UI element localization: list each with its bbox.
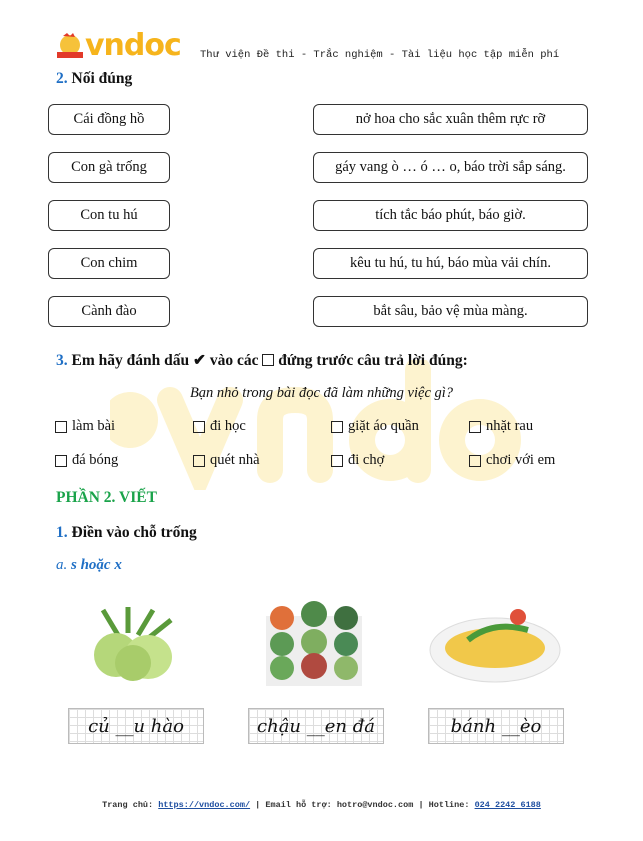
checkbox-icon[interactable] (331, 421, 343, 433)
checkbox-icon[interactable] (193, 455, 205, 467)
option-checkbox[interactable]: làm bài (55, 418, 115, 435)
match-left-item[interactable]: Con chim (48, 248, 170, 279)
kohlrabi-image (88, 605, 178, 685)
match-right-item[interactable]: gáy vang ò … ó … o, báo trời sắp sáng. (313, 152, 588, 183)
match-right-item[interactable]: tích tắc báo phút, báo giờ. (313, 200, 588, 231)
option-checkbox[interactable]: đá bóng (55, 452, 118, 469)
option-checkbox[interactable]: đi học (193, 418, 246, 435)
sub-question: a. s hoặc x (56, 557, 122, 573)
match-left-item[interactable]: Con tu hú (48, 200, 170, 231)
match-left-item[interactable]: Con gà trống (48, 152, 170, 183)
succulent-pots-image (264, 596, 364, 690)
part2-heading: PHẦN 2. VIẾT (56, 489, 157, 506)
writing-exercise[interactable]: chậu __en đá (248, 708, 384, 744)
checkbox-icon[interactable] (469, 455, 481, 467)
vndoc-logo: vndoc (55, 28, 181, 63)
checkbox-icon[interactable] (193, 421, 205, 433)
checkmark-icon: ✔ (192, 352, 206, 369)
checkbox-icon[interactable] (331, 455, 343, 467)
checkbox-icon[interactable] (55, 421, 67, 433)
match-right-item[interactable]: kêu tu hú, tu hú, báo mùa vải chín. (313, 248, 588, 279)
option-checkbox[interactable]: chơi với em (469, 452, 555, 469)
banh-xeo-image (428, 605, 562, 685)
writing-exercise[interactable]: bánh __èo (428, 708, 564, 744)
checkbox-icon[interactable] (469, 421, 481, 433)
footer: Trang chủ: https://vndoc.com/ | Email hỗ trợ: hotro@vndoc.com | Hotline: 024 2242 6188 (102, 800, 541, 810)
option-checkbox[interactable]: quét nhà (193, 452, 260, 469)
match-right-item[interactable]: bắt sâu, bảo vệ mùa màng. (313, 296, 588, 327)
question-text: Bạn nhỏ trong bài đọc đã làm những việc gì? (189, 385, 454, 401)
writing-exercise[interactable]: củ __u hào (68, 708, 204, 744)
question1-heading: 1. Điền vào chỗ trống (56, 524, 197, 541)
checkbox-icon[interactable] (55, 455, 67, 467)
hotline-link[interactable]: 024 2242 6188 (474, 800, 541, 810)
match-right-item[interactable]: nở hoa cho sắc xuân thêm rực rỡ (313, 104, 588, 135)
home-link[interactable]: https://vndoc.com/ (158, 800, 251, 810)
match-left-item[interactable]: Cành đào (48, 296, 170, 327)
tagline: Thư viện Đề thi - Trắc nghiệm - Tài liệu học tập miễn phí (200, 49, 560, 61)
option-checkbox[interactable]: giặt áo quần (331, 418, 419, 435)
option-checkbox[interactable]: nhặt rau (469, 418, 533, 435)
section3-heading: 3. Em hãy đánh dấu ✔ vào các đứng trước câu trả lời đúng: (56, 352, 468, 369)
match-left-item[interactable]: Cái đồng hồ (48, 104, 170, 135)
rooster-mascot-icon (55, 32, 85, 60)
option-checkbox[interactable]: đi chợ (331, 452, 384, 469)
section2-heading: 2. Nối đúng (56, 70, 133, 87)
email-text: hotro@vndoc.com (336, 800, 414, 810)
checkbox-icon (262, 354, 274, 366)
